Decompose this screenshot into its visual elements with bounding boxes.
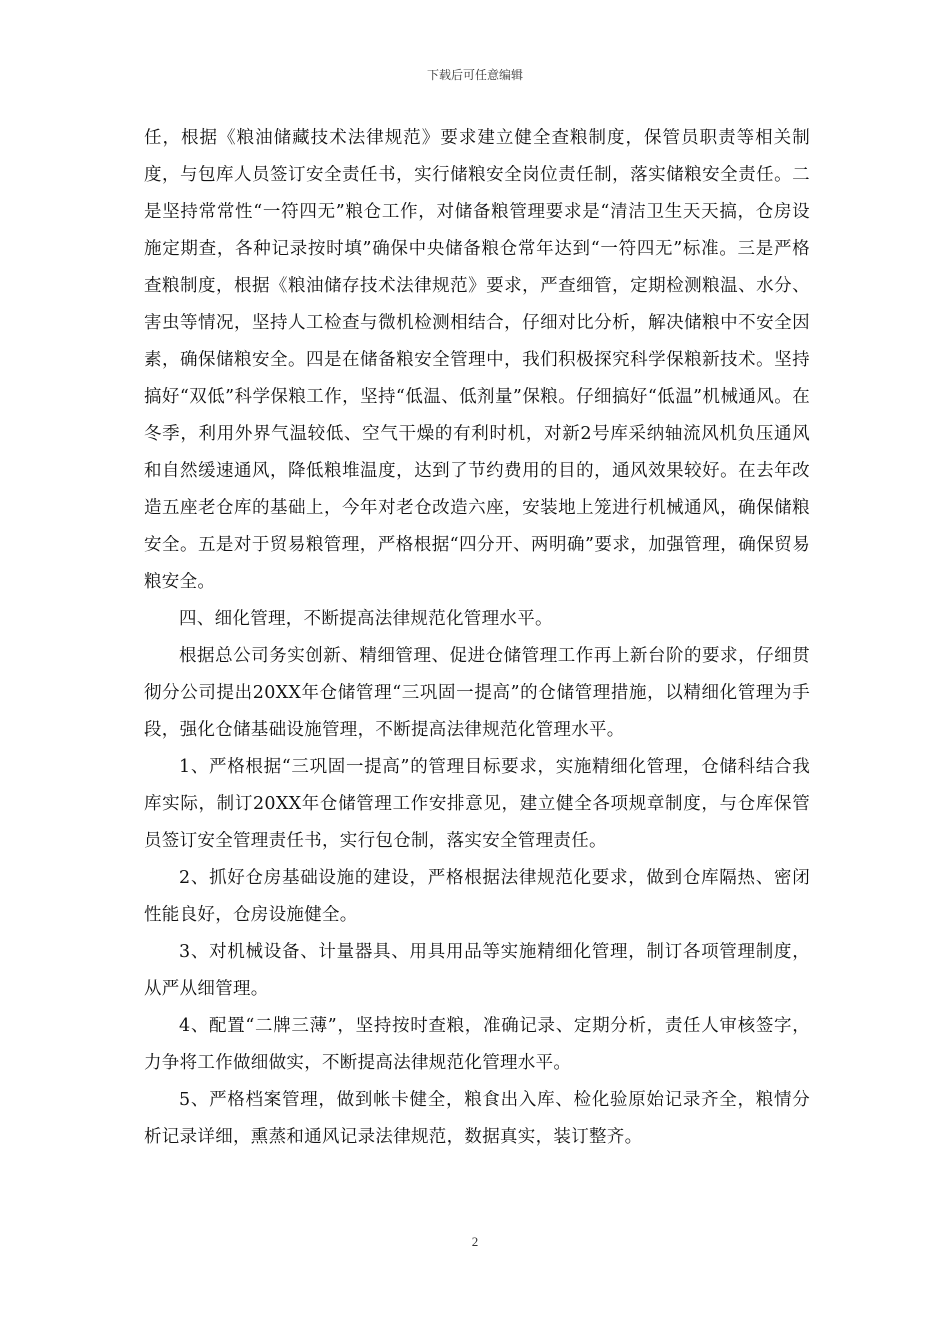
section-heading: 四、细化管理，不断提高法律规范化管理水平。 <box>179 609 553 629</box>
page-header: 下载后可任意编辑 <box>426 68 523 82</box>
paragraph-continued: 任，根据《粮油储藏技术法律规范》要求建立健全查粮制度，保管员职责等相关制度，与包库人员签订安全责任书，实行储粮安全岗位责任制，落实储粮安全责任。二是坚持常常性“一符四无”粮仓工作，对储备粮管理要求是“清洁卫生天天搞，仓房设施定期查，各种记录按时填”确保中央储备粮仓常年达到“一符四无”标准。三是严格查粮制度，根据《粮油储存技术法律规范》要求，严查细管，定期检测粮温、水分、害虫等情况，坚持人工检查与微机检测相结合，仔细对比分析，解决储粮中不安全因素，确保储粮安全。四是在储备粮安全管理中，我们积极探究科学保粮新技术。坚持搞好“双低”科学保粮工作，坚持“低温、低剂量”保粮。仔细搞好“低温”机械通风。在冬季，利用外界气温较低、空气干燥的有利时机，对新2号库采纳轴流风机负压通风和自然缓速通风，降低粮堆温度，达到了节约费用的目的，通风效果较好。在去年改造五座老仓库的基础上，今年对老仓改造六座，安装地上笼进行机械通风，确保储粮安全。五是对于贸易粮管理，严格根据“四分开、两明确”要求，加强管理，确保贸易粮安全。 <box>144 128 810 592</box>
document-body <box>144 120 810 1156</box>
list-item: 1、严格根据“三巩固一提高”的管理目标要求，实施精细化管理，仓储科结合我库实际，制订20XX年仓储管理工作安排意见，建立健全各项规章制度，与仓库保管员签订安全管理责任书，实行包仓制，落实安全管理责任。 <box>144 757 810 851</box>
list-item: 4、配置“二牌三薄”，坚持按时查粮，准确记录、定期分析，责任人审核签字，力争将工作做细做实，不断提高法律规范化管理水平。 <box>144 1016 810 1073</box>
page-number: 2 <box>471 1234 479 1249</box>
list-item: 3、对机械设备、计量器具、用具用品等实施精细化管理，制订各项管理制度，从严从细管理。 <box>144 942 810 999</box>
list-item: 5、严格档案管理，做到帐卡健全，粮食出入库、检化验原始记录齐全，粮情分析记录详细，熏蒸和通风记录法律规范，数据真实，装订整齐。 <box>144 1090 810 1147</box>
list-item: 2、抓好仓房基础设施的建设，严格根据法律规范化要求，做到仓库隔热、密闭性能良好，仓房设施健全。 <box>144 868 810 925</box>
paragraph: 根据总公司务实创新、精细管理、促进仓储管理工作再上新台阶的要求，仔细贯彻分公司提出20XX年仓储管理“三巩固一提高”的仓储管理措施，以精细化管理为手段，强化仓储基础设施管理，不断提高法律规范化管理水平。 <box>144 646 810 740</box>
